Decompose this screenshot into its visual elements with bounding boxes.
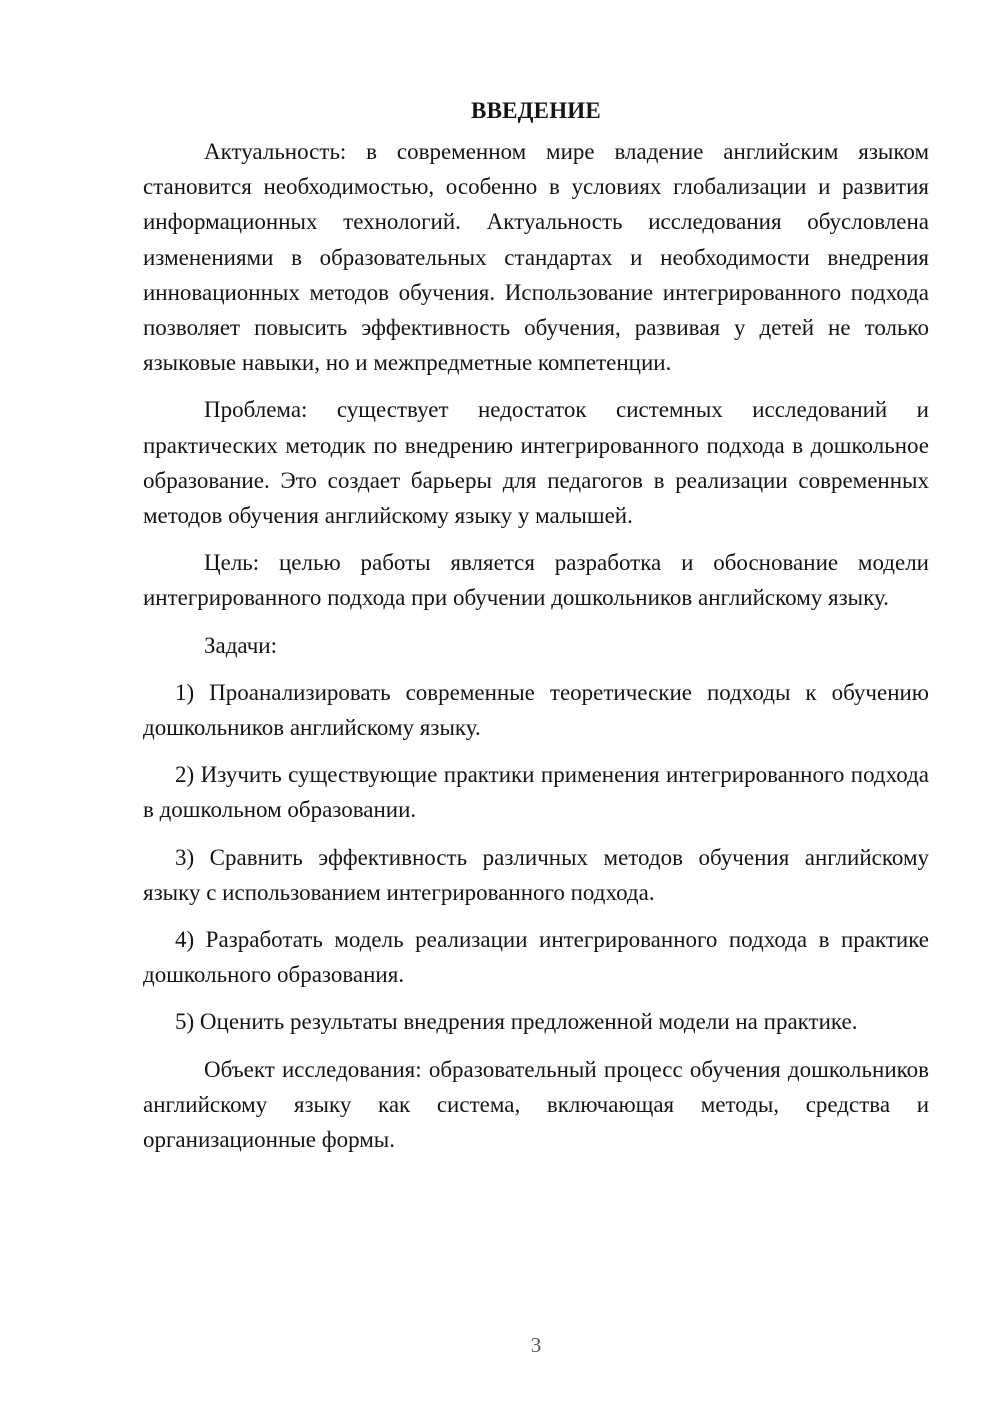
tasks-heading: Задачи: <box>204 632 277 658</box>
task-item-5: 5) Оценить результаты внедрения предложенной модели на практике. <box>175 1009 858 1035</box>
relevance-paragraph: Актуальность: в современном мире владение английским языком становится необходимостью, особенно в условиях глобализации и развития информационных технологий. Актуальность исследования обусловлена изменениями в образовательных стандартах и необходимости внедрения инновационных методов обучения. Использование интегрированного подхода позволяет повысить эффективность обучения, развивая у детей не только языковые навыки, но и межпредметные компетенции. <box>143 139 929 376</box>
section-title: ВВЕДЕНИЕ <box>471 98 601 123</box>
task-item-2: 2) Изучить существующие практики применения интегрированного подхода в дошкольном образовании. <box>143 762 929 823</box>
task-item-4: 4) Разработать модель реализации интегрированного подхода в практике дошкольного образования. <box>143 927 929 988</box>
problem-paragraph: Проблема: существует недостаток системных исследований и практических методик по внедрению интегрированного подхода в дошкольное образование. Это создает барьеры для педагогов в реализации современных методов обучения английскому языку у малышей. <box>143 397 929 529</box>
goal-paragraph: Цель: целью работы является разработка и обоснование модели интегрированного подхода при обучении дошкольников английскому языку. <box>143 550 929 611</box>
task-item-3: 3) Сравнить эффективность различных методов обучения английскому языку с использованием интегрированного подхода. <box>143 844 929 905</box>
page-number: 3 <box>530 1333 542 1357</box>
research-object-paragraph: Объект исследования: образовательный процесс обучения дошкольников английскому языку как система, включающая методы, средства и организационные формы. <box>143 1056 929 1153</box>
page-content <box>143 96 929 1169</box>
task-item-1: 1) Проанализировать современные теоретические подходы к обучению дошкольников английскому языку. <box>143 679 929 741</box>
